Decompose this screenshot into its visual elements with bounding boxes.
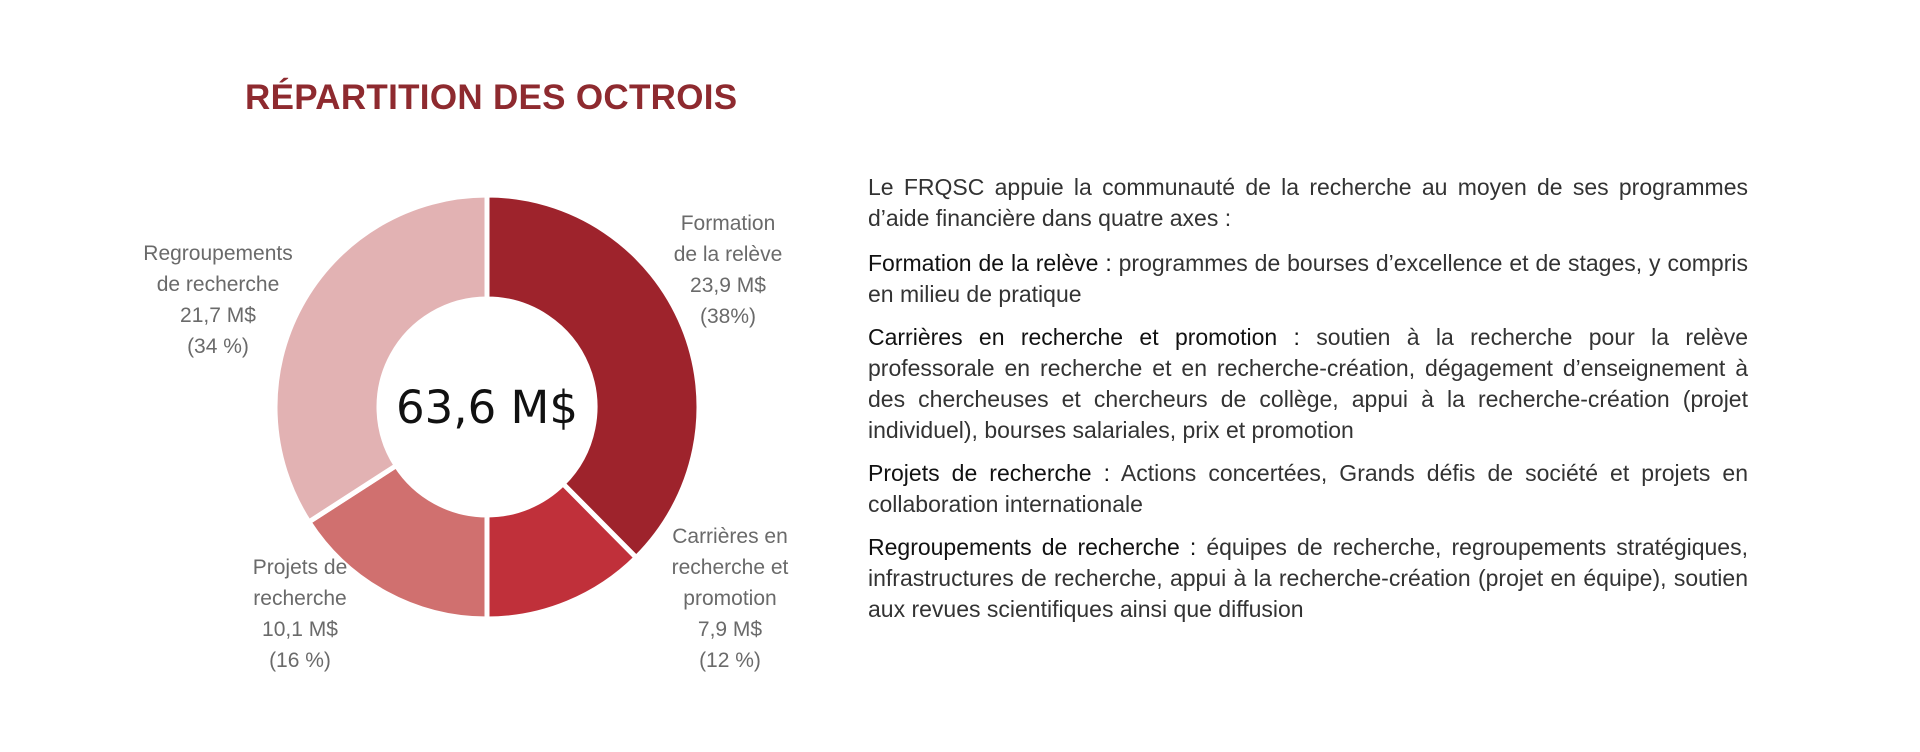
slice-label-line: recherche: [253, 587, 347, 610]
axis-paragraph-4: [868, 532, 1748, 625]
slice-label-line: promotion: [683, 587, 777, 610]
axis-body: Actions concertées, Grands défis de société et projets en collaboration internationale: [868, 460, 1748, 517]
slice-label: [674, 212, 783, 328]
axis-body: soutien à la recherche pour la relève professorale en recherche et en recherche-création, dégagement d’enseignement à des chercheuses et chercheurs de collège, appui à la recherche-création (projet individuel), bourses salariales, prix et promotion: [868, 324, 1748, 443]
center-total: 63,6 M$: [396, 381, 578, 434]
donut-slice: [275, 195, 487, 522]
slice-label-line: 23,9 M$: [690, 274, 766, 297]
slice-label-line: Carrières en: [672, 525, 788, 548]
axis-body: programmes de bourses d’excellence et de stages, y compris en milieu de pratique: [868, 250, 1748, 307]
description-panel: [868, 172, 1748, 637]
slice-label-line: Projets de: [252, 556, 348, 579]
axis-paragraph-3: [868, 458, 1748, 520]
chart-title: RÉPARTITION DES OCTROIS: [245, 78, 738, 117]
axis-lead: Projets de recherche :: [868, 460, 1111, 486]
axis-body: équipes de recherche, regroupements stratégiques, infrastructures de recherche, appui à la recherche-création (projet en équipe), soutien aux revues scientifiques ainsi que diffusion: [868, 534, 1748, 622]
donut-chart: [0, 0, 880, 752]
slice-label: [253, 556, 348, 672]
slice-label: [672, 525, 789, 672]
slice-label-line: 10,1 M$: [262, 618, 338, 641]
axis-lead: Formation de la relève :: [868, 250, 1112, 276]
slice-label-line: recherche et: [671, 556, 789, 579]
intro-paragraph: Le FRQSC appuie la communauté de la recherche au moyen de ses programmes d’aide financière dans quatre axes :: [868, 174, 1748, 231]
donut-slice: [487, 195, 699, 558]
slice-label: [143, 242, 292, 358]
slice-label-line: (12 %): [699, 649, 761, 672]
axis-paragraph-1: [868, 248, 1748, 310]
slice-label-line: (16 %): [269, 649, 331, 672]
slice-label-line: (34 %): [187, 335, 249, 358]
slice-label-line: 7,9 M$: [697, 618, 763, 641]
slice-label-line: de recherche: [156, 273, 280, 296]
slice-label-line: 21,7 M$: [180, 304, 256, 327]
axis-lead: Regroupements de recherche :: [868, 534, 1197, 560]
axis-paragraph-2: [868, 322, 1748, 446]
slice-label-line: Regroupements: [143, 242, 293, 265]
axis-lead: Carrières en recherche et promotion :: [868, 324, 1300, 350]
slice-label-line: Formation: [680, 212, 776, 235]
slice-label-line: de la relève: [673, 243, 783, 266]
slice-label-line: (38%): [699, 305, 757, 328]
